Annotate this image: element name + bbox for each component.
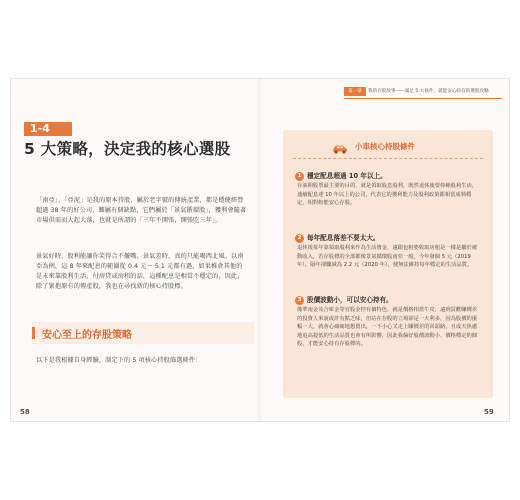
section-heading-label: 安心至上的存股策略 bbox=[42, 330, 132, 341]
condition-1-heading bbox=[295, 170, 387, 181]
paragraph-2: 景氣好時，股利能讓你笑得合不攏嘴，景氣差時，真的只能喝西北風。以南亞為例，這 8 年來配息的範圍從 0.4 元～ 5.1 元都有過，如果椎倉其他的是未來靠股利生活，付房貸或房租的話，這種配息是相當不穩定的，因此，除了緊抱原有的傳產股，我也在尋找新的核心持股標。 bbox=[36, 253, 244, 290]
left-page bbox=[10, 78, 258, 422]
condition-1-title: 穩定配息超過 10 年以上。 bbox=[307, 172, 387, 180]
page-number-left: 58 bbox=[20, 408, 30, 416]
condition-3-title: 股價波動小，可以安心持有。 bbox=[307, 296, 393, 304]
paragraph-3: 以下是我根據自身經驗，制定下的 5 項核心持股篩選條件： bbox=[36, 357, 202, 364]
chapter-title: 5 大策略，決定我的核心選股 bbox=[24, 140, 231, 158]
box-title-row bbox=[283, 140, 493, 154]
section-heading bbox=[32, 322, 254, 344]
right-page bbox=[264, 78, 510, 422]
running-header-rule bbox=[344, 98, 502, 99]
page-number-right: 59 bbox=[484, 408, 494, 416]
condition-2-number-badge: 2 bbox=[295, 234, 304, 243]
box-title: 小車核心持股條件 bbox=[355, 142, 415, 151]
car-icon bbox=[331, 140, 349, 152]
condition-1-number-badge: 1 bbox=[295, 172, 304, 181]
running-header-badge: 第一章 bbox=[344, 87, 366, 96]
core-holding-conditions-box bbox=[283, 130, 493, 398]
condition-1-body: 存油期股票最主要的目的，就是領取股息股利，既然退休後要仰賴股利生活，連續配息達 10 年以上的公司，代表它的獲利能力及股利政策都相當成熟穩定，相對較能安心存股。 bbox=[297, 183, 478, 207]
condition-3-heading bbox=[295, 294, 393, 305]
chapter-number-badge: 1-4 bbox=[24, 122, 72, 136]
condition-2-heading bbox=[295, 232, 380, 243]
condition-2-title: 每年配息落差不要太大。 bbox=[307, 234, 380, 242]
box-title-divider bbox=[293, 158, 483, 159]
condition-3-body: 像華南金及合庫金等官股金控有個特色，就是價格相當牛皮，遠到買歡賺價差的投資人來說或許有點乏味，但站在存股的立場卻是一大利多，因為股價的漲幅一大，就會心痛痛地想賣出，一不小心又走上賺價差的回頭路，且成天焦慮地追高殺低的生活品質也會有所影響，因此我偏好股價波動小、價格穩定的個股，才能安心持有存股標的。 bbox=[297, 307, 478, 348]
condition-3-number-badge: 3 bbox=[295, 296, 304, 305]
running-header-text: 我的存股故事——滿足 5 大條件，就能安心持有的選股攻略 bbox=[368, 89, 489, 94]
condition-2-body: 退休後每年靠領取股利來作為生活資金，遠跟包租婆收取房租是一樣是屬於被動收入，若存股標的全部都像景氣循環股南亞一般，今年發個 5 元（2019 年），隔年卻驟減為 2.2 元（2020 年），便無法維持每年穩定的生活品質。 bbox=[297, 245, 478, 269]
paragraph-1: 「南亞」、「亞泥」是我的原本持股，屬於老字號的傳統產業，都是穩健經營超過 38 年的好公司，難屬有個缺點，它們屬於「景氣循環股」，獲利會隨著市場供需而大起大落，也就是所謂的「三年不開張，開張吃三年」。 bbox=[36, 197, 247, 224]
section-accent-bar bbox=[32, 327, 35, 339]
